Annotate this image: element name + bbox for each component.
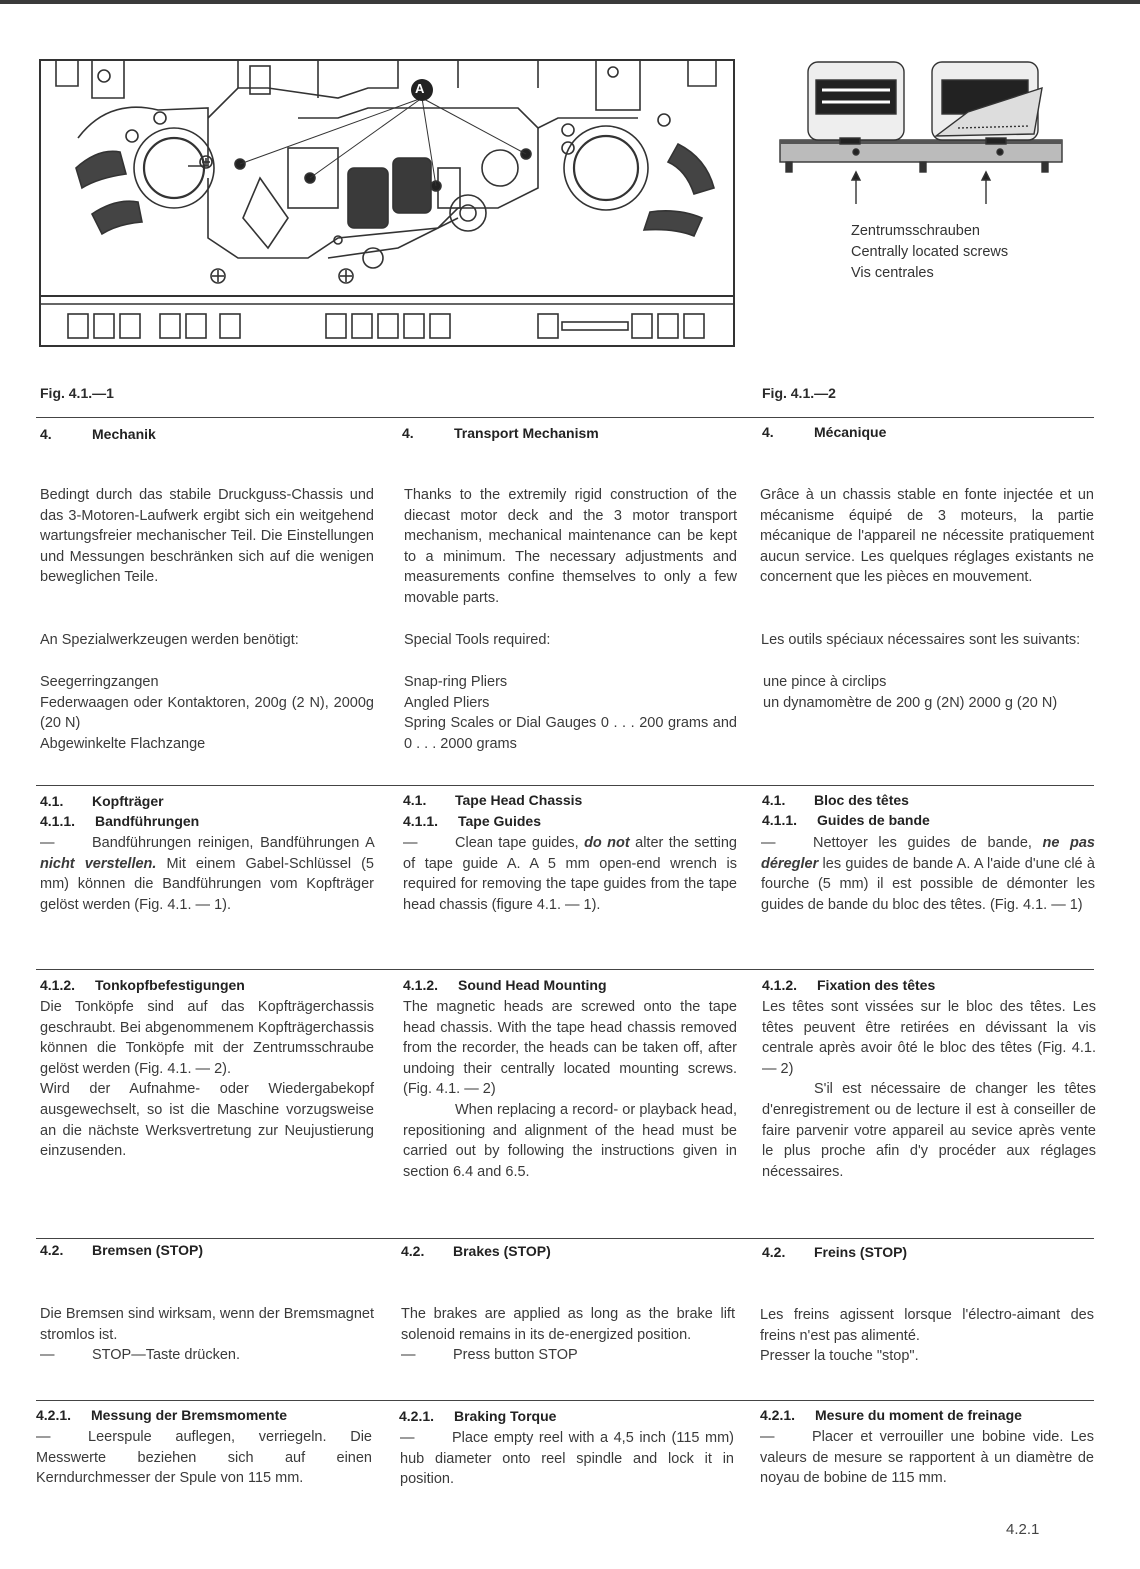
heading-4-1-de: 4.1. Kopfträger <box>40 793 164 809</box>
tool-item: une pince à circlips <box>763 674 887 690</box>
figure-marker-a: A <box>415 81 425 96</box>
heading-4-1-1-fr: 4.1.1. Guides de bande <box>762 812 930 828</box>
heading-4-1-1-de: 4.1.1. Bandführungen <box>40 813 200 829</box>
tools-list-en <box>404 672 737 754</box>
heading-4-1-2-en: 4.1.2. Sound Head Mounting <box>403 977 607 993</box>
heading-4-2-de: 4.2. Bremsen (STOP) <box>40 1242 203 1258</box>
rule <box>36 1400 1094 1401</box>
heading-4-2-1-de: 4.2.1. Messung der Bremsmomente <box>36 1407 288 1423</box>
para-4-1-2-de: Die Tonköpfe sind auf das Kopfträgerchassis geschraubt. Bei abgenommenem Kopfträgerchassis können die Tonköpfe mit der Zentrumsschraube gelöst werden (Fig. 4.1. — 2). Wird der Aufnahme- oder Wiedergabekopf ausgewechselt, so ist die Maschine vorzugsweise an die nächste Werksvertretung zur Neujustierung einzusenden. <box>40 999 374 1160</box>
caption-fr: Vis centrales <box>851 265 934 281</box>
tools-intro-en: Special Tools required: <box>404 632 551 648</box>
intro-fr: Grâce à un chassis stable en fonte injectée et un mécanisme équipé de 3 moteurs, la partie mécanique de l'appareil ne nécessite pratiquement aucun service. Les quelques réglages existants ne concernent que les pièces en mouvement. <box>760 487 1094 586</box>
heading-4-1-fr: 4.1. Bloc des têtes <box>762 792 909 808</box>
para-4-2-de: Die Bremsen sind wirksam, wenn der Bremsmagnet stromlos ist. — STOP—Taste drücken. <box>40 1306 374 1364</box>
rule <box>36 1238 1094 1239</box>
caption-de: Zentrumsschrauben <box>851 223 980 239</box>
para-4-1-2-fr: Les têtes sont vissées sur le bloc des têtes. Les têtes peuvent être retirées en dévissant la vis centrale après avoir ôté le bloc des têtes (Fig. 4.1. — 2) S'il est nécessaire de changer les têtes d'enregistrement ou de lecture il est à conseiller de faire parvenir votre appareil au sevice après vente le plus proche afin d'y procéder aux réglages nécessaires. <box>762 999 1096 1180</box>
heading-4-1-2-de: 4.1.2. Tonkopfbefestigungen <box>40 977 245 993</box>
tools-list-de <box>40 672 374 754</box>
page-number: 4.2.1 <box>1006 1521 1040 1538</box>
intro-en: Thanks to the extremily rigid construction of the diecast motor deck and the 3 motor transport mechanism, mechanical maintenance can be kept to a minimum. The necessary adjustments and measurements confine themselves to only a few movable parts. <box>404 487 737 606</box>
tool-item: Spring Scales or Dial Gauges 0 . . . 200 grams and 0 . . . 2000 grams <box>404 715 737 752</box>
para-4-1-2-en: The magnetic heads are screwed onto the tape head chassis. With the tape head chassis removed from the recorder, the heads can be taken off, after undoing their centrally located mounting screws. (Fig. 4.1. — 2) When replacing a record- or playback head, repositioning and alignment of the head must be carried out by following the instructions given in section 6.4 and 6.5. <box>403 999 737 1180</box>
top-rule <box>0 0 1140 4</box>
tool-item: Angled Pliers <box>404 694 490 711</box>
heading-4-1-1-en: 4.1.1. Tape Guides <box>403 813 541 829</box>
tools-intro-de: An Spezialwerkzeugen werden benötigt: <box>40 632 299 648</box>
rule <box>36 417 1094 418</box>
intro-de: Bedingt durch das stabile Druckguss-Chassis und das 3-Motoren-Laufwerk ergibt sich ein weitgehend wartungsfreier mechanischer Teil. Die Einstellungen und Messungen beschränken sich auf die wenigen beweglichen Teile. <box>40 487 374 586</box>
para-4-2-1-de: — Leerspule auflegen, verriegeln. Die Messwerte beziehen sich auf einen Kerndurchmesser der Spule von 115 mm. <box>36 1429 372 1487</box>
para-4-2-fr: Les freins agissent lorsque l'électro-aimant des freins n'est pas alimenté. Presser la touche "stop". <box>760 1307 1094 1365</box>
fig2-caption <box>851 221 1008 284</box>
para-4-2-en: The brakes are applied as long as the brake lift solenoid remains in its de-energized position. — Press button STOP <box>401 1306 735 1364</box>
fig2-label: Fig. 4.1.—2 <box>762 385 836 401</box>
para-4-2-1-en: — Place empty reel with a 4,5 inch (115 mm) hub diameter onto reel spindle and lock it in position. <box>400 1430 734 1488</box>
tools-intro-fr: Les outils spéciaux nécessaires sont les suivants: <box>761 632 1081 648</box>
heading-4-de: 4. Mechanik <box>40 426 156 442</box>
para-4-1-1-en: — Clean tape guides, do not alter the setting of tape guide A. A 5 mm open-end wrench is required for removing the tape guides from the tape head chassis (figure 4.1. — 1). <box>403 835 737 913</box>
heading-4-2-1-fr: 4.2.1. Mesure du moment de freinage <box>760 1407 1022 1423</box>
tools-list-fr <box>763 672 1097 713</box>
rule <box>36 785 1094 786</box>
heading-4-en: 4. Transport Mechanism <box>402 425 599 441</box>
caption-en: Centrally located screws <box>851 244 1009 260</box>
heading-4-2-en: 4.2. Brakes (STOP) <box>401 1243 551 1259</box>
heading-4-2-1-en: 4.2.1. Braking Torque <box>399 1408 557 1424</box>
para-4-1-1-fr: — Nettoyer les guides de bande, ne pas déregler les guides de bande A. A l'aide d'une clé à fourche (5 mm) il est possible de démonter les guides de bande du bloc des têtes. (Fig. 4.1. — 1) <box>761 835 1095 913</box>
heading-4-2-fr: 4.2. Freins (STOP) <box>762 1244 908 1260</box>
tool-item: Abgewinkelte Flachzange <box>40 735 206 752</box>
tool-item: Snap-ring Pliers <box>404 674 508 690</box>
rule <box>36 969 1094 970</box>
heading-4-1-2-fr: 4.1.2. Fixation des têtes <box>762 977 936 993</box>
fig1-label: Fig. 4.1.—1 <box>40 385 114 401</box>
tool-item: un dynamomètre de 200 g (2N) 2000 g (20 N) <box>763 694 1058 711</box>
figure-head-block <box>772 58 1066 206</box>
heading-4-1-en: 4.1. Tape Head Chassis <box>403 792 583 808</box>
tool-item: Seegerringzangen <box>40 674 159 690</box>
para-4-2-1-fr: — Placer et verrouiller une bobine vide. Les valeurs de mesure se rapportent à un diamètre de noyau de bobine de 115 mm. <box>760 1429 1094 1487</box>
heading-4-fr: 4. Mécanique <box>762 424 887 440</box>
figure-tape-deck-mechanism <box>38 58 738 350</box>
para-4-1-1-de: — Bandführungen reinigen, Bandführungen A nicht verstellen. Mit einem Gabel-Schlüssel (5 mm) können die Bandführungen vom Kopfträger gelöst werden (Fig. 4.1. — 1). <box>40 835 374 913</box>
tool-item: Federwaagen oder Kontaktoren, 200g (2 N), 2000g (20 N) <box>40 694 374 732</box>
